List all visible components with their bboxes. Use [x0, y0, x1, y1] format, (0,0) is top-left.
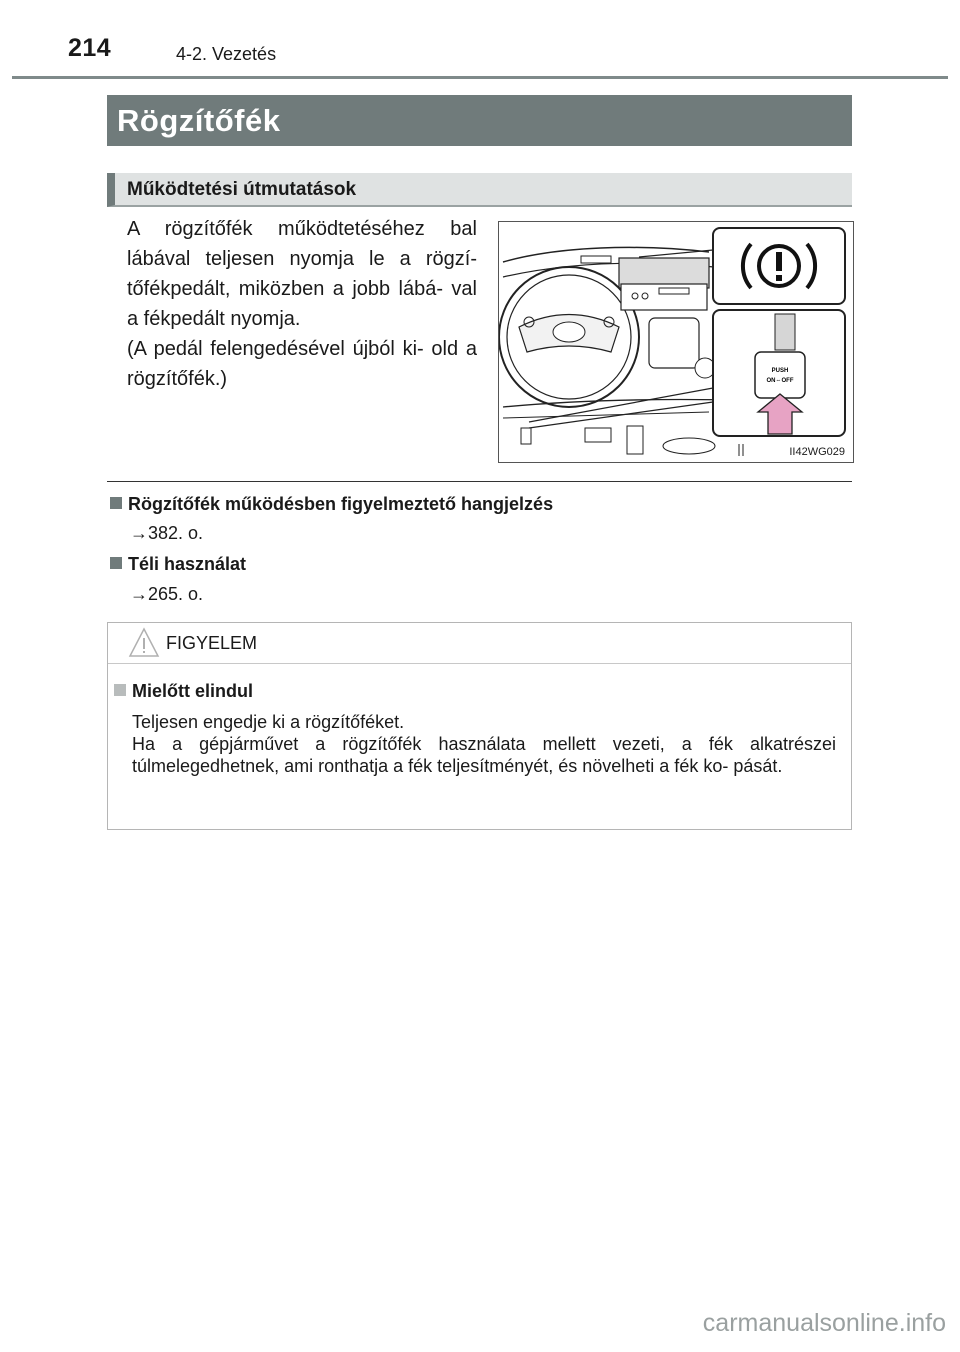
page-reference: →382. o. [130, 523, 204, 543]
header-rule [12, 76, 948, 79]
bullet-square-icon [110, 497, 122, 509]
warning-label: FIGYELEM [166, 633, 258, 653]
warning-subtitle: Mielőtt elindul [114, 681, 253, 702]
warning-triangle-icon [128, 627, 160, 659]
figure-code: II42WG029 [789, 446, 845, 458]
page-reference: →265. o. [130, 584, 204, 604]
warning-text [132, 711, 836, 777]
instruction-paragraph-1: A rögzítőfék működtetéséhez bal lábával teljesen nyomja le a rögzí- tőfékpedált, miközben a jobb lábá- val a fékpedált nyomja. [127, 218, 477, 330]
pedal-label-bottom: ON⇔OFF [766, 378, 794, 384]
pedal-label-top: PUSH [771, 368, 789, 374]
parking-brake-figure [498, 221, 854, 463]
warning-line-1: Teljesen engedje ki a rögzítőféket. [132, 712, 405, 732]
section-heading: Működtetési útmutatások [107, 173, 852, 207]
bullet-square-icon [114, 684, 126, 696]
warning-box [107, 622, 852, 830]
page-title: Rögzítőfék [107, 95, 852, 146]
dashboard-illustration [499, 222, 853, 462]
warning-header [108, 623, 851, 664]
warning-line-2: Ha a gépjárművet a rögzítőfék használata mellett vezeti, a fék alkatrészei túlmelegedhetnek, ami ronthatja a fék teljesítményét, és növelheti a fék ko- pását. [132, 734, 836, 776]
note-title: Téli használat [128, 554, 247, 574]
instruction-paragraph-2: (A pedál felengedésével újból ki- old a rögzítőfék.) [127, 338, 477, 390]
note-winter-use [110, 554, 246, 575]
note-title: Rögzítőfék működésben figyelmeztető hangjelzés [128, 494, 554, 514]
parking-brake-pedal [755, 352, 805, 398]
bullet-square-icon [110, 557, 122, 569]
section-divider [107, 481, 852, 482]
chapter-title: 4-2. Vezetés [176, 44, 277, 64]
note-warning-sound [110, 494, 553, 515]
page-number: 214 [68, 34, 112, 62]
instruction-text [127, 214, 477, 394]
watermark: carmanualsonline.info [702, 1309, 946, 1337]
